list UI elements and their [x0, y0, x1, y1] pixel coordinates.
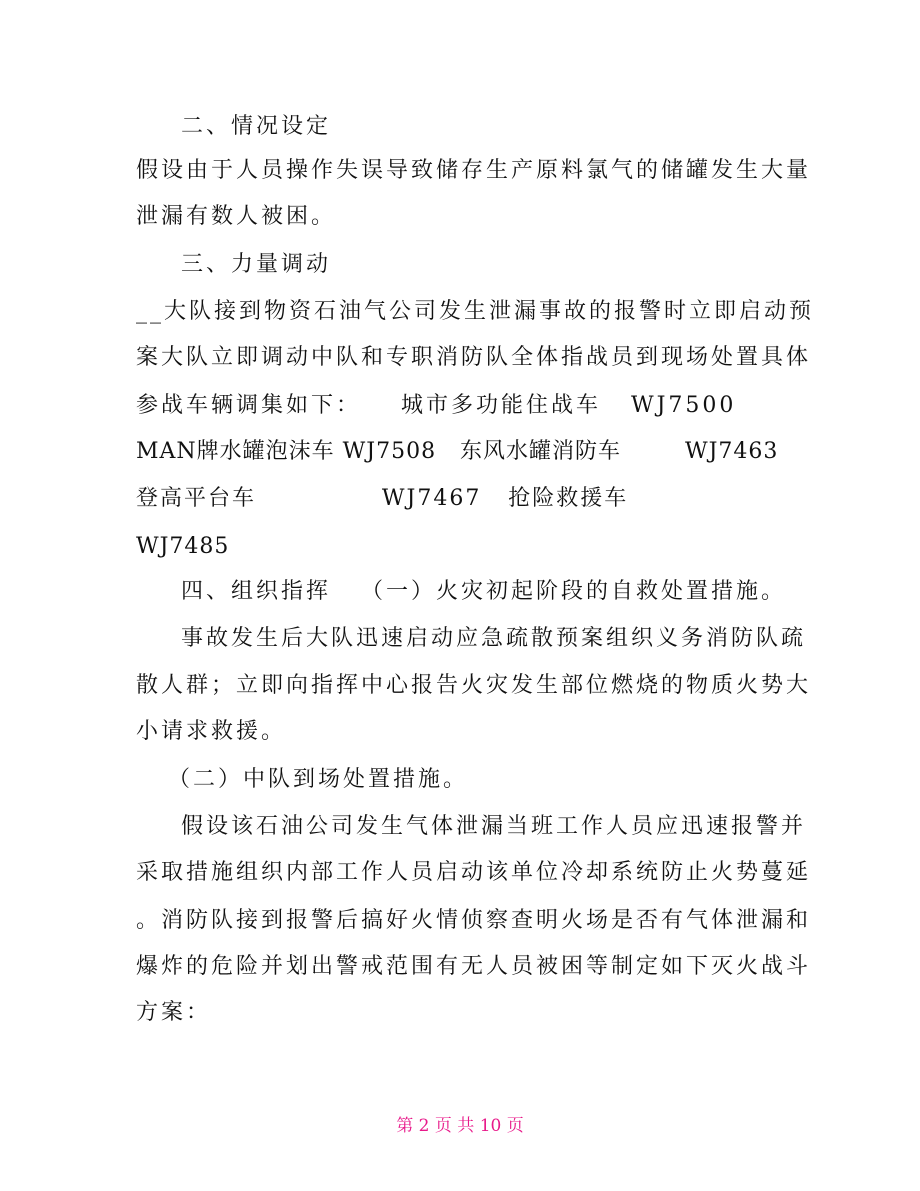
paragraph-line: 小请求救援。 [136, 719, 287, 744]
paragraph-line: 方案： [136, 1000, 212, 1025]
vehicle-list-line: MAN牌水罐泡沫车 WJ7508 东风水罐消防车 WJ7463 [136, 439, 779, 464]
paragraph-line: 。消防队接到报警后搞好火情侦察查明火场是否有气体泄漏和 [136, 908, 812, 933]
paragraph-line: 泄漏有数人被困。 [136, 204, 337, 229]
paragraph-line: 爆炸的危险并划出警戒范围有无人员被困等制定如下灭火战斗 [136, 954, 812, 979]
paragraph-line: 案大队立即调动中队和专职消防队全体指战员到现场处置具体 [136, 345, 812, 370]
paragraph-line: 散人群；立即向指挥中心报告火灾发生部位燃烧的物质火势大 [136, 673, 812, 698]
page-number-footer: 第 2 页 共 10 页 [396, 1116, 524, 1136]
section-heading-situation: 二、情况设定 [181, 114, 332, 139]
vehicle-list-line: 登高平台车 WJ7467 抢险救援车 [136, 486, 629, 511]
paragraph-line: __大队接到物资石油气公司发生泄漏事故的报警时立即启动预 [136, 299, 815, 324]
vehicle-list-line: WJ7485 [136, 534, 230, 559]
section-heading-command: 四、组织指挥 （一）火灾初起阶段的自救处置措施。 [181, 579, 786, 604]
vehicle-list-line: 参战车辆调集如下： 城市多功能住战车 WJ7500 [136, 393, 737, 418]
paragraph-line: 假设该石油公司发生气体泄漏当班工作人员应迅速报警并 [181, 814, 807, 839]
paragraph-line: 事故发生后大队迅速启动应急疏散预案组织义务消防队疏 [181, 626, 807, 651]
paragraph-line: 假设由于人员操作失误导致储存生产原料氯气的储罐发生大量 [136, 158, 812, 183]
paragraph-line: 采取措施组织内部工作人员启动该单位冷却系统防止火势蔓延 [136, 860, 812, 885]
subsection-heading: （二）中队到场处置措施。 [168, 767, 469, 792]
section-heading-forces: 三、力量调动 [181, 252, 332, 277]
